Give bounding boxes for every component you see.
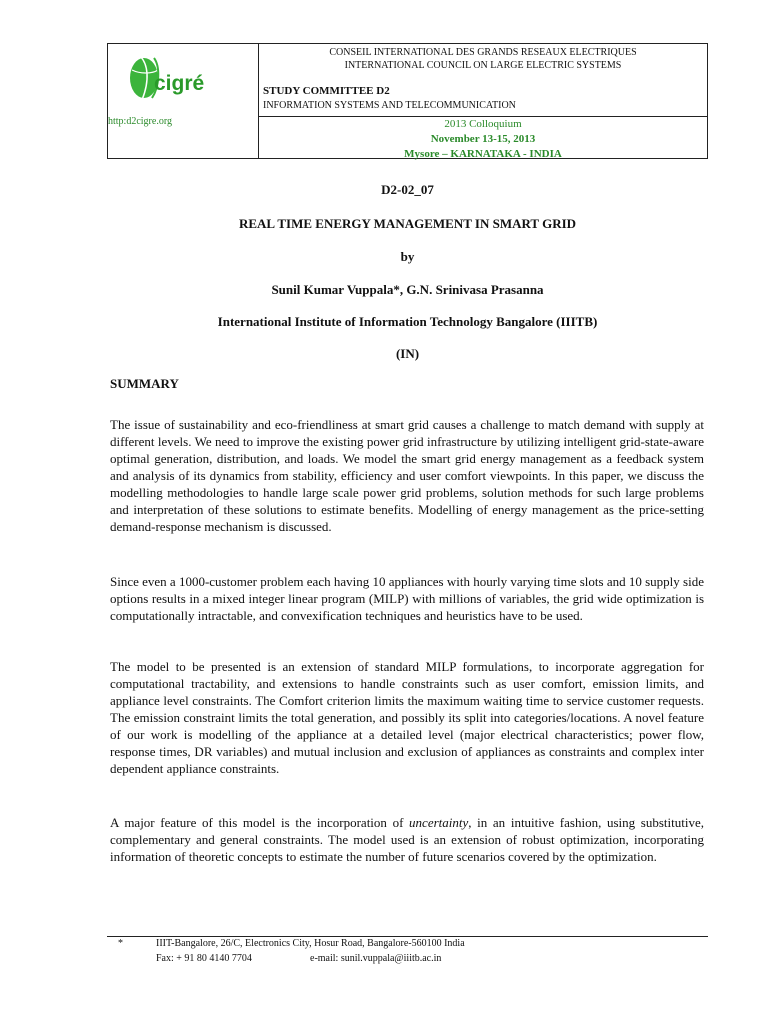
header-info-cell bbox=[259, 44, 707, 158]
footnote-marker: * bbox=[118, 938, 123, 949]
footnote-email: e-mail: sunil.vuppala@iiitb.ac.in bbox=[310, 953, 442, 964]
footnote-address: IIIT-Bangalore, 26/C, Electronics City, Hosur Road, Bangalore-560100 India bbox=[156, 938, 465, 949]
header-table bbox=[107, 43, 708, 159]
para4-text-start: A major feature of this model is the incorporation of bbox=[110, 815, 410, 830]
organization-name bbox=[259, 46, 707, 72]
summary-paragraph-1: The issue of sustainability and eco-friendliness at smart grid causes a challenge to match demand with supply at different levels. We need to improve the existing power grid infrastructure by utilizing intelligent grid-state-aware optimal generation, distribution, and loads. We model the smart grid energy management as a feedback system and analysis of its dynamics from stability, efficiency and user comfort viewpoints. In this paper, we discuss the modelling methodologies to handle large scale power grid problems, solution methods for such large problems and interpretation of these solutions to estimate benefits. Modelling of energy management as the price-setting demand-response mechanism is discussed. bbox=[110, 417, 704, 534]
study-committee: STUDY COMMITTEE D2 bbox=[263, 85, 390, 97]
colloquium-dates: November 13-15, 2013 bbox=[430, 133, 536, 145]
logo-wordmark: cigré bbox=[154, 72, 205, 95]
footnote-rule bbox=[107, 936, 708, 937]
authors: Sunil Kumar Vuppala*, G.N. Srinivasa Prasanna bbox=[271, 282, 544, 297]
logo-url: http:d2cigre.org bbox=[108, 116, 172, 127]
organization-name-en: INTERNATIONAL COUNCIL ON LARGE ELECTRIC SYSTEMS bbox=[344, 60, 622, 71]
para4-emphasis: uncertainty bbox=[409, 815, 469, 830]
study-committee-subtitle: INFORMATION SYSTEMS AND TELECOMMUNICATION bbox=[263, 100, 516, 111]
para4-text-end: , in an intuitive fashion, using substitutive, complementary and general constraints. The model used is an extension of robust optimization, incorporating information of theoretic concepts to estimate the number of future scenarios covered by the optimization. bbox=[110, 815, 704, 864]
logo-cell bbox=[108, 44, 259, 158]
institution: International Institute of Information Technology Bangalore (IIITB) bbox=[217, 314, 598, 329]
colloquium-title: 2013 Colloquium bbox=[444, 118, 522, 130]
colloquium-location: Mysore – KARNATAKA - INDIA bbox=[404, 148, 562, 160]
summary-paragraph-2: Since even a 1000-customer problem each having 10 appliances with hourly varying time slots and 10 supply side options results in a mixed integer linear program (MILP) with millions of variables, the grid wide optimization is computationally intractable, and convexification techniques and heuristics have to be used. bbox=[110, 574, 704, 623]
paper-code: D2-02_07 bbox=[381, 182, 434, 197]
footnote-fax: Fax: + 91 80 4140 7704 bbox=[156, 953, 252, 964]
colloquium-info bbox=[259, 117, 707, 162]
summary-paragraph-4 bbox=[110, 814, 704, 865]
country: (IN) bbox=[395, 346, 420, 361]
by-line: by bbox=[400, 249, 415, 264]
summary-heading: SUMMARY bbox=[110, 376, 179, 391]
organization-name-fr: CONSEIL INTERNATIONAL DES GRANDS RESEAUX ELECTRIQUES bbox=[329, 47, 637, 58]
paper-title: REAL TIME ENERGY MANAGEMENT IN SMART GRID bbox=[238, 216, 577, 231]
summary-paragraph-3: The model to be presented is an extension of standard MILP formulations, to incorporate aggregation for computational tractability, and extensions to handle constraints such as user comfort, emission limits, and appliance level constraints. The Comfort criterion limits the maximum waiting time to service customer requests. The emission constraint limits the total generation, and possibly its split into categories/locations. A novel feature of our work is modelling of the appliance at a detailed level (major electrical characteristics; power flow, response times, DR variables) and mutual inclusion and exclusion of appliances as constraints and complex inter dependent appliance constraints. bbox=[110, 659, 704, 776]
